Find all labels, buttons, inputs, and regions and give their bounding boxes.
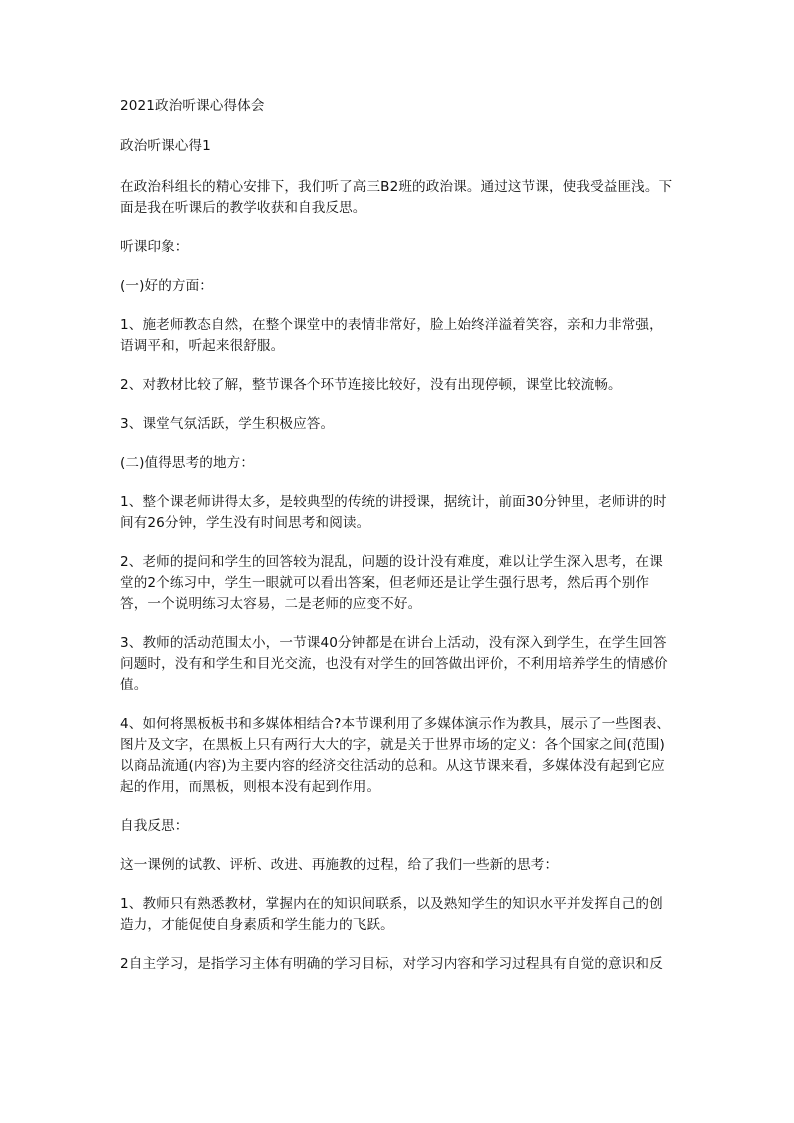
good-point-3: 3、课堂气氛活跃，学生积极应答。	[120, 416, 335, 432]
heading-self-reflection: 自我反思：	[120, 818, 189, 834]
self-reflection-intro: 这一课例的试教、评析、改进、再施教的过程，给了我们一些新的思考：	[120, 857, 559, 873]
reflection-point-3: 3、教师的活动范围太小，一节课40分钟都是在讲台上活动，没有深入到学生，在学生回答问题时，没有和学生和目光交流，也没有对学生的回答做出评价，不利用培养学生的情感价值。	[120, 635, 668, 693]
heading-good-aspects: (一)好的方面：	[120, 278, 213, 294]
document-body	[120, 96, 676, 993]
reflection-point-1: 1、整个课老师讲得太多，是较典型的传统的讲授课，据统计，前面30分钟里，老师讲的时间有26分钟，学生没有时间思考和阅读。	[120, 494, 667, 531]
self-reflection-point-2: 2自主学习，是指学习主体有明确的学习目标，对学习内容和学习过程具有自觉的意识和反	[120, 956, 663, 972]
document-title: 2021政治听课心得体会	[120, 98, 265, 114]
section-heading: 政治听课心得1	[120, 138, 211, 154]
self-reflection-point-1: 1、教师只有熟悉教材，掌握内在的知识间联系，以及熟知学生的知识水平并发挥自己的创造力，才能促使自身素质和学生能力的飞跃。	[120, 896, 663, 933]
heading-reflection-points: (二)值得思考的地方：	[120, 455, 255, 471]
good-point-1: 1、施老师教态自然，在整个课堂中的表情非常好，脸上始终洋溢着笑容，亲和力非常强，语调平和，听起来很舒服。	[120, 317, 663, 354]
reflection-point-4: 4、如何将黑板板书和多媒体相结合?本节课利用了多媒体演示作为教具，展示了一些图表、图片及文字，在黑板上只有两行大大的字，就是关于世界市场的定义：各个国家之间(范围)以商品流通(内容)为主要内容的经济交往活动的总和。从这节课来看，多媒体没有起到它应起的作用，而黑板，则根本没有起到作用。	[120, 716, 671, 795]
heading-impression: 听课印象：	[120, 239, 189, 255]
reflection-point-2: 2、老师的提问和学生的回答较为混乱，问题的设计没有难度，难以让学生深入思考，在课堂的2个练习中，学生一眼就可以看出答案，但老师还是让学生强行思考，然后再个别作答，一个说明练习太容易，二是老师的应变不好。	[120, 554, 663, 612]
intro-paragraph: 在政治科组长的精心安排下，我们听了高三B2班的政治课。通过这节课，使我受益匪浅。下面是我在听课后的教学收获和自我反思。	[120, 179, 673, 216]
good-point-2: 2、对教材比较了解，整节课各个环节连接比较好，没有出现停顿，课堂比较流畅。	[120, 377, 622, 393]
